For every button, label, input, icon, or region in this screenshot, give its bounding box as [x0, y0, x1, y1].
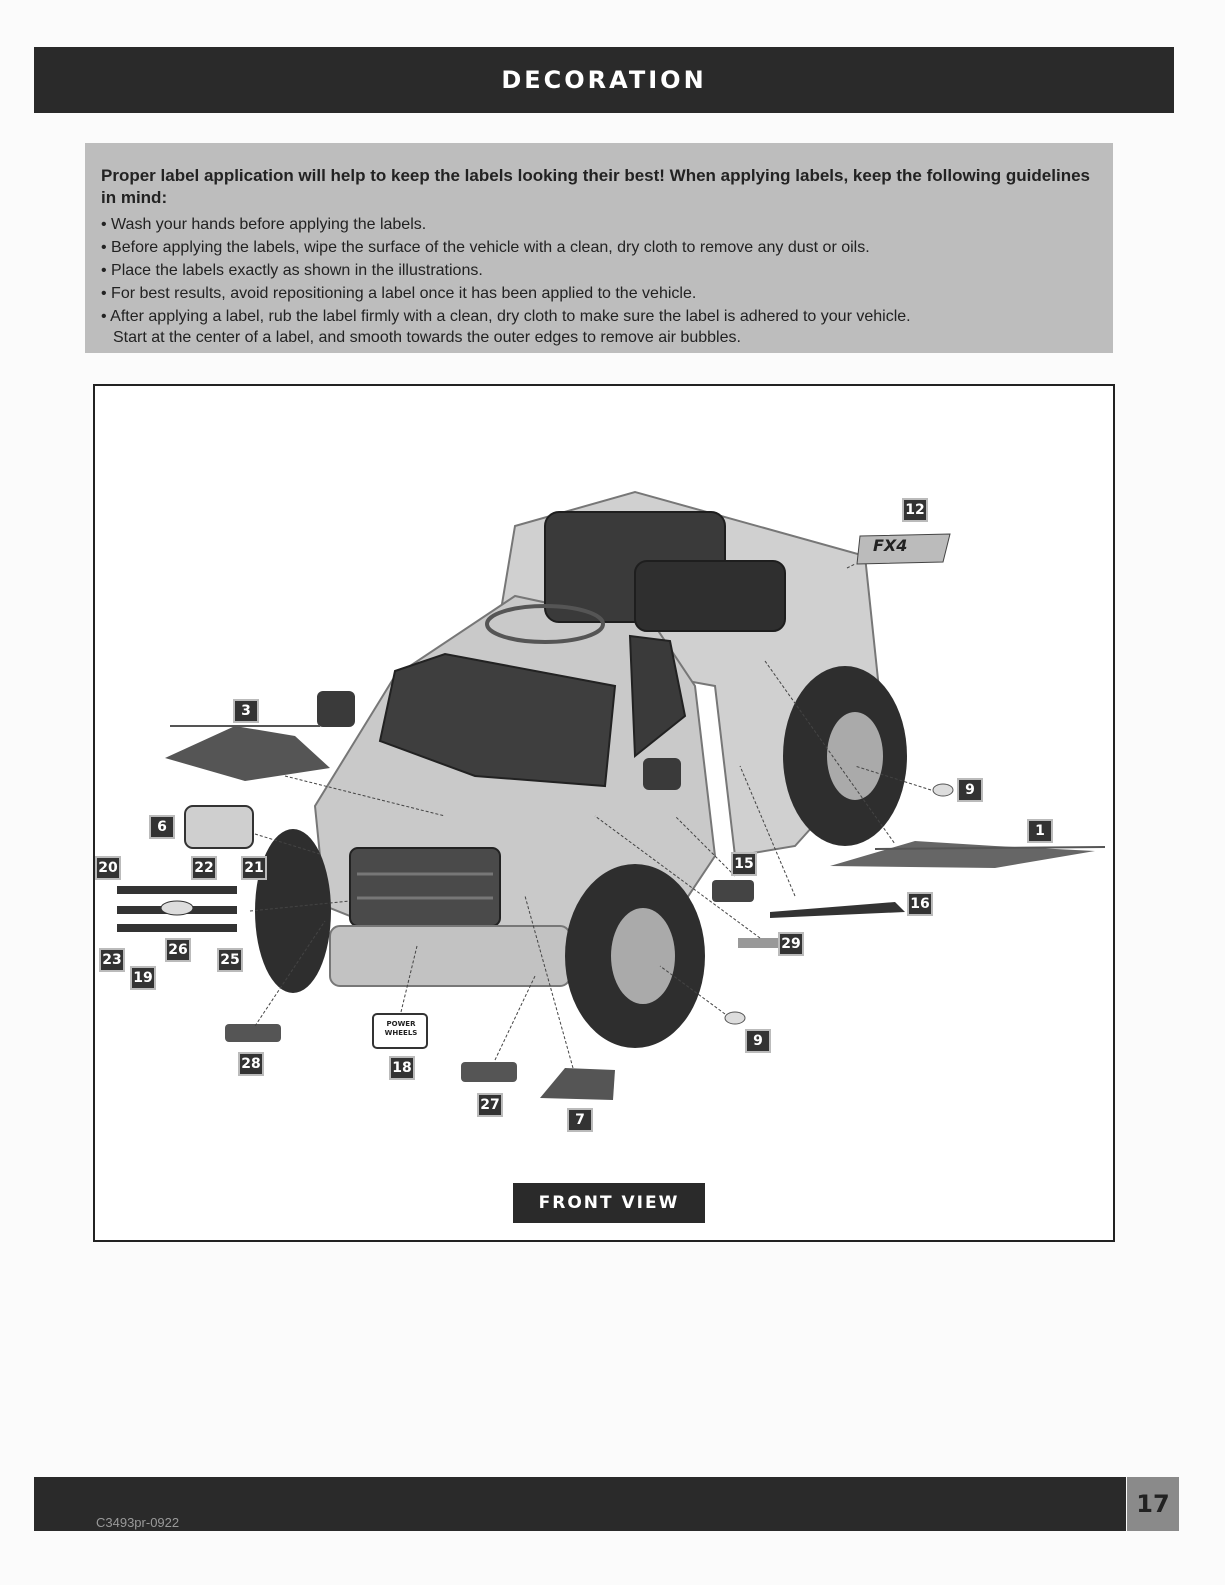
- callout-18: 18: [389, 1056, 415, 1080]
- callout-26: 26: [165, 938, 191, 962]
- callout-16: 16: [907, 892, 933, 916]
- vehicle-illustration: [95, 386, 1113, 1240]
- guideline-item: • After applying a label, rub the label firmly with a clean, dry cloth to make sure the label is adhered to your vehicle.: [101, 308, 911, 325]
- header-bar: [34, 47, 1174, 113]
- callout-27: 27: [477, 1093, 503, 1117]
- callout-29: 29: [778, 932, 804, 956]
- page-title: DECORATION: [501, 66, 707, 94]
- callout-20: 20: [95, 856, 121, 880]
- callout-22: 22: [191, 856, 217, 880]
- callout-9b: 9: [745, 1029, 771, 1053]
- footer-bar: [34, 1477, 1126, 1531]
- callout-1: 1: [1027, 819, 1053, 843]
- guidelines-intro: Proper label application will help to keep the labels looking their best! When applying labels, keep the following guidelines in mind:: [101, 166, 1090, 207]
- guidelines-box: [85, 143, 1113, 353]
- fx4-badge: FX4: [873, 536, 908, 555]
- guideline-continuation: Start at the center of a label, and smooth towards the outer edges to remove air bubbles.: [113, 329, 741, 346]
- callout-6: 6: [149, 815, 175, 839]
- guideline-item: • For best results, avoid repositioning a label once it has been applied to the vehicle.: [101, 285, 697, 302]
- decoration-figure: [93, 384, 1115, 1242]
- callout-21: 21: [241, 856, 267, 880]
- front-view-label: FRONT VIEW: [513, 1183, 705, 1223]
- callout-7: 7: [567, 1108, 593, 1132]
- callout-12: 12: [902, 498, 928, 522]
- guideline-item: • Before applying the labels, wipe the surface of the vehicle with a clean, dry cloth to remove any dust or oils.: [101, 239, 870, 256]
- callout-15: 15: [731, 852, 757, 876]
- callout-25: 25: [217, 948, 243, 972]
- power-wheels-badge: POWER WHEELS: [384, 1020, 418, 1037]
- document-code: C3493pr-0922: [96, 1515, 180, 1530]
- guideline-item: • Wash your hands before applying the labels.: [101, 216, 427, 233]
- callout-23: 23: [99, 948, 125, 972]
- callout-28: 28: [238, 1052, 264, 1076]
- page-number: 17: [1127, 1477, 1179, 1531]
- guideline-item: • Place the labels exactly as shown in the illustrations.: [101, 262, 483, 279]
- callout-9: 9: [957, 778, 983, 802]
- callout-19: 19: [130, 966, 156, 990]
- callout-3: 3: [233, 699, 259, 723]
